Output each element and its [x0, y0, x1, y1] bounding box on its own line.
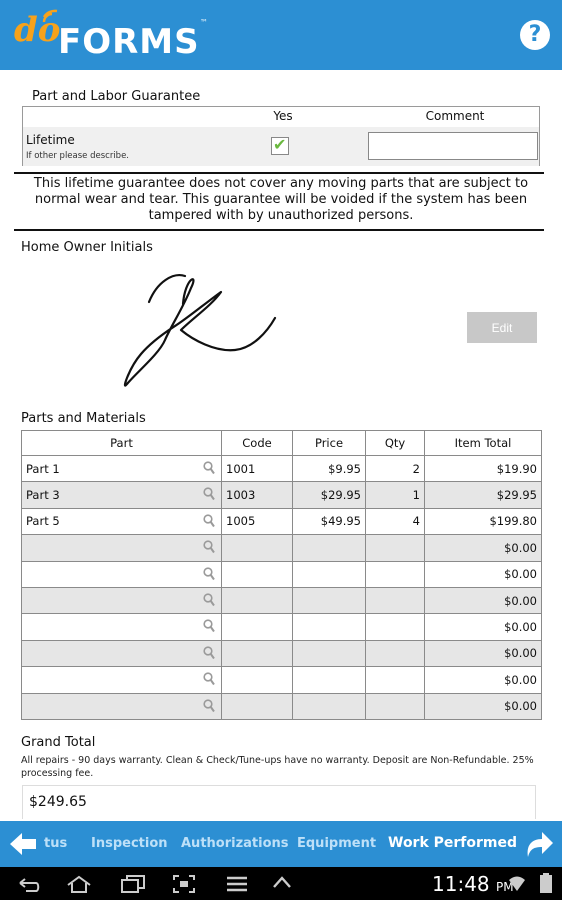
- logo-do-text: do: [14, 10, 61, 50]
- guarantee-title: Part and Labor Guarantee: [32, 89, 201, 104]
- item-total-cell: $29.95: [425, 482, 542, 508]
- clock-time: 11:48: [432, 872, 490, 896]
- item-total-cell: $0.00: [425, 614, 542, 640]
- code-cell[interactable]: [222, 640, 293, 666]
- part-cell[interactable]: [22, 561, 222, 587]
- search-icon[interactable]: [203, 461, 215, 475]
- item-total-cell: $0.00: [425, 587, 542, 613]
- part-cell[interactable]: [22, 456, 222, 482]
- qty-cell[interactable]: [366, 535, 425, 561]
- initials-signature: [115, 268, 285, 390]
- search-icon[interactable]: [203, 619, 215, 633]
- search-icon[interactable]: [203, 487, 215, 501]
- parts-row: [22, 456, 542, 482]
- code-cell[interactable]: [222, 535, 293, 561]
- search-icon[interactable]: [203, 593, 215, 607]
- parts-row: [22, 482, 542, 508]
- code-cell[interactable]: [222, 693, 293, 719]
- parts-row: [22, 587, 542, 613]
- price-cell[interactable]: [293, 693, 366, 719]
- item-total-cell: $199.80: [425, 508, 542, 534]
- lifetime-label: Lifetime: [26, 133, 75, 147]
- guarantee-header-row: [23, 107, 539, 127]
- tab-inspection[interactable]: Inspection: [91, 836, 168, 851]
- part-cell[interactable]: [22, 535, 222, 561]
- qty-cell[interactable]: [366, 667, 425, 693]
- menu-icon[interactable]: [226, 875, 248, 893]
- qty-cell[interactable]: [366, 614, 425, 640]
- part-cell[interactable]: [22, 508, 222, 534]
- parts-row: [22, 508, 542, 534]
- qty-cell[interactable]: 1: [366, 482, 425, 508]
- part-cell[interactable]: [22, 587, 222, 613]
- help-button[interactable]: ?: [520, 20, 550, 50]
- parts-row: [22, 640, 542, 666]
- code-column-header: Code: [222, 431, 293, 456]
- parts-row: [22, 614, 542, 640]
- item-total-column-header: Item Total: [425, 431, 542, 456]
- search-icon[interactable]: [203, 699, 215, 713]
- grand-total-field[interactable]: [22, 785, 536, 819]
- guarantee-notice: This lifetime guarantee does not cover any moving parts that are subject to normal wear and tear. This guarantee will be voided if the system has been tampered with by unauthorized persons.: [33, 176, 529, 223]
- tab-work-performed[interactable]: Work Performed: [388, 835, 518, 851]
- next-arrow-icon[interactable]: [522, 829, 554, 859]
- yes-column-header: Yes: [273, 109, 293, 123]
- section-tab-bar: [0, 821, 562, 867]
- item-total-cell: $0.00: [425, 535, 542, 561]
- lifetime-row: [23, 127, 539, 166]
- price-cell[interactable]: $9.95: [293, 456, 366, 482]
- price-cell[interactable]: [293, 587, 366, 613]
- lifetime-hint: If other please describe.: [26, 151, 130, 161]
- grand-total-value: $249.65: [29, 794, 87, 810]
- home-icon[interactable]: [66, 875, 92, 893]
- grand-total-note: All repairs - 90 days warranty. Clean & Check/Tune-ups have no warranty. Deposit are Non-Refundable. 25% processing fee.: [21, 755, 534, 779]
- tab-status[interactable]: tus: [44, 836, 68, 851]
- guarantee-table: [22, 106, 540, 166]
- battery-icon: [540, 873, 552, 893]
- search-icon[interactable]: [203, 646, 215, 660]
- item-total-cell: $0.00: [425, 561, 542, 587]
- qty-column-header: Qty: [366, 431, 425, 456]
- chevron-up-icon[interactable]: [272, 875, 292, 889]
- parts-header-row: [22, 431, 542, 456]
- item-total-cell: $0.00: [425, 640, 542, 666]
- recent-apps-icon[interactable]: [120, 875, 146, 893]
- qty-cell[interactable]: 4: [366, 508, 425, 534]
- parts-table: [21, 430, 542, 720]
- part-column-header: Part: [22, 431, 222, 456]
- search-icon[interactable]: [203, 514, 215, 528]
- screenshot-icon[interactable]: [172, 875, 196, 893]
- qty-cell[interactable]: 2: [366, 456, 425, 482]
- item-total-cell: $0.00: [425, 693, 542, 719]
- part-cell[interactable]: [22, 693, 222, 719]
- part-name: Part 3: [26, 488, 60, 503]
- parts-row: [22, 535, 542, 561]
- code-cell[interactable]: 1001: [222, 456, 293, 482]
- search-icon[interactable]: [203, 540, 215, 554]
- tab-authorizations[interactable]: Authorizations: [181, 836, 289, 851]
- part-cell[interactable]: [22, 614, 222, 640]
- trademark-mark: ™: [200, 18, 208, 27]
- qty-cell[interactable]: [366, 561, 425, 587]
- grand-total-title: Grand Total: [21, 735, 96, 750]
- code-cell[interactable]: [222, 667, 293, 693]
- qty-cell[interactable]: [366, 587, 425, 613]
- qty-cell[interactable]: [366, 640, 425, 666]
- part-name: Part 5: [26, 514, 60, 529]
- price-cell[interactable]: [293, 667, 366, 693]
- code-cell[interactable]: [222, 614, 293, 640]
- price-cell[interactable]: [293, 535, 366, 561]
- search-icon[interactable]: [203, 672, 215, 686]
- parts-row: [22, 693, 542, 719]
- part-name: Part 1: [26, 461, 60, 476]
- price-cell[interactable]: $29.95: [293, 482, 366, 508]
- tab-equipment[interactable]: Equipment: [297, 836, 377, 851]
- wifi-status-icon: [508, 874, 526, 892]
- app-header: [0, 0, 562, 70]
- comment-column-header: Comment: [425, 109, 485, 123]
- item-total-cell: $19.90: [425, 456, 542, 482]
- comment-input[interactable]: [368, 132, 538, 160]
- search-icon[interactable]: [203, 567, 215, 581]
- divider-top: [14, 172, 544, 174]
- price-column-header: Price: [293, 431, 366, 456]
- parts-title: Parts and Materials: [21, 411, 146, 426]
- code-cell[interactable]: [222, 587, 293, 613]
- qty-cell[interactable]: [366, 693, 425, 719]
- parts-row: [22, 667, 542, 693]
- part-cell[interactable]: [22, 667, 222, 693]
- divider-bottom: [14, 229, 544, 231]
- price-cell[interactable]: [293, 561, 366, 587]
- yes-checkbox[interactable]: [271, 137, 289, 155]
- code-cell[interactable]: 1005: [222, 508, 293, 534]
- logo-forms-text: FORMS: [58, 22, 200, 62]
- price-cell[interactable]: [293, 640, 366, 666]
- initials-title: Home Owner Initials: [21, 240, 153, 255]
- edit-initials-button[interactable]: Edit: [467, 312, 537, 343]
- checkmark-icon: ✔: [273, 135, 287, 154]
- back-icon[interactable]: [16, 875, 40, 893]
- price-cell[interactable]: [293, 614, 366, 640]
- parts-row: [22, 561, 542, 587]
- part-cell[interactable]: [22, 482, 222, 508]
- previous-arrow-icon[interactable]: [8, 831, 38, 857]
- price-cell[interactable]: $49.95: [293, 508, 366, 534]
- status-clock: [432, 872, 514, 896]
- code-cell[interactable]: [222, 561, 293, 587]
- clock-ampm: PM: [496, 880, 514, 894]
- code-cell[interactable]: 1003: [222, 482, 293, 508]
- system-navigation-bar: [0, 867, 562, 900]
- part-cell[interactable]: [22, 640, 222, 666]
- item-total-cell: $0.00: [425, 667, 542, 693]
